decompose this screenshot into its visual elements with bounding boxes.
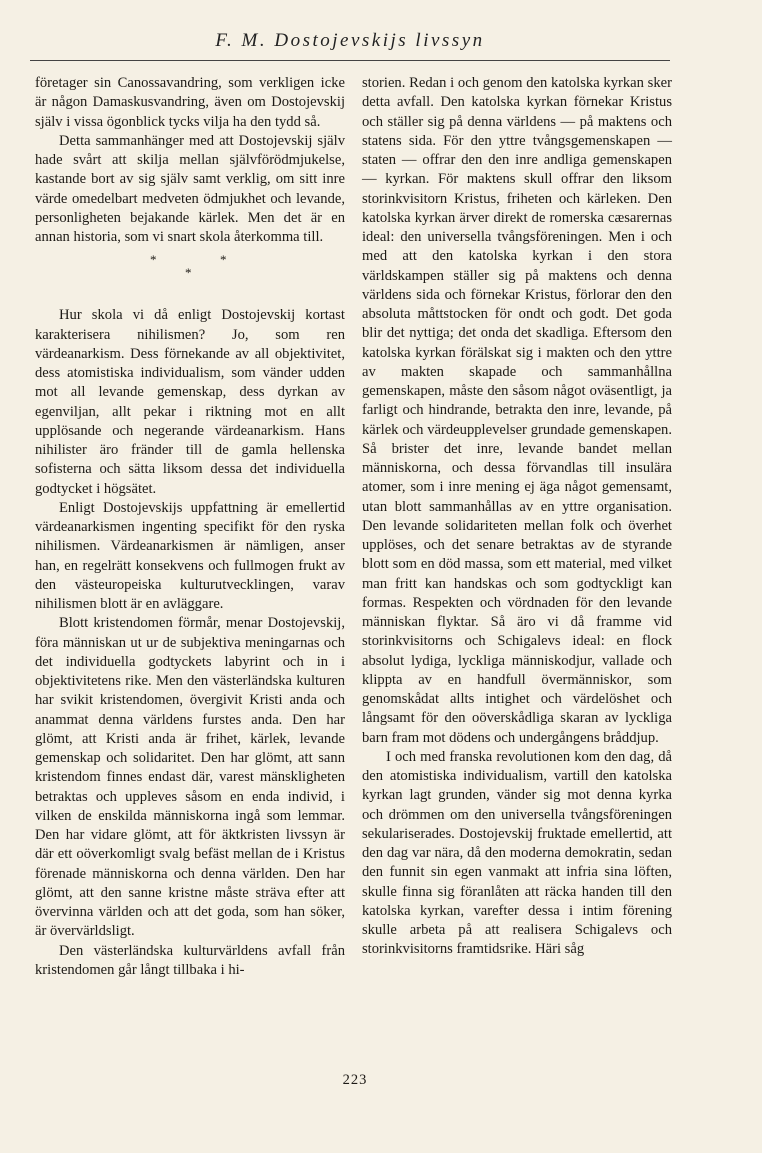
left-column bbox=[35, 74, 345, 980]
asterisk: * bbox=[220, 252, 227, 268]
paragraph: Hur skola vi då enligt Dostojevskij kortast karakterisera nihilismen? Jo, som ren värdeanarkism. Dess förnekande av all objektivitet, dess atomistiska individualism, som vänder udden mot all levande gemenskap, dess dyrkan av egenviljan, allt pekar i riktning mot en allt upplösande och negerande värdeanarkism. Hans nihilister äro fränder till de gamla hellenska sofisterna och sätta liksom dessa det individuella godtycket i högsätet. bbox=[35, 307, 345, 497]
paragraph: storien. Redan i och genom den katolska kyrkan sker detta avfall. Den katolska kyrkan förnekar Kristus och ställer sig på denna världens — på maktens och statens sida. För den yttre tvångsgemenskapen — staten — offrar den den inre andliga gemenskapen — kyrkan. För maktens skull offrar den liksom storinkvisitorn Kristus, friheten och kärleken. Den katolska kyrkan ärver direkt de romerska cæsarernas ideal: den universella tvångsföreningen. Men i och med att den katolska kyrkan i den stora världskampen ställer sig på maktens och denna världens sida och förnekar Kristus, förlorar den den absoluta måttstocken för ondt och godt. Det goda blir det nyttiga; det onda det skadliga. Eftersom den katolska kyrkan förälskat sig i makten och den yttre av makten skapade och sammanhållna gemenskapen, måste den såsom något oväsentligt, ja farligt och hindrande, betrakta den inre, levande, på kärlek och värdeupplevelser grundade gemenskapen. Så brister det inre, levande bandet mellan människorna, och dessa förvandlas till insulära atomer, som i inre mening ej äga något gemensamt, utan blott sammanhållas av en yttre organisation. Den levande solidariteten mellan folk och överhet upplöses, och det senare betraktas av de styrande blott som en död massa, som ett material, med vilket man fritt kan handskas och som godtyckligt kan formas. Respekten och vördnaden för den levande människan flyktar. Så äro vi då framme vid storinkvisitorns och Schigalevs ideal: en flock absolut lydiga, lyckliga människodjur, vallade och klippta av en handfull övermänniskor, som genomskådat allts intighet och värdelöshet och långsamt för den oöverskådliga skaran av lyckliga barn fram mot dödens och undergångens bråddjup. bbox=[362, 75, 672, 746]
asterisk: * bbox=[185, 265, 192, 281]
header-rule bbox=[30, 60, 670, 61]
paragraph: I och med franska revolutionen kom den dag, då den atomistiska individualism, vartill den katolska kyrkan lagt grunden, vänder sig mot denna kyrka och drömmen om den universella tvångsföreningen sekulariserades. Dostojevskij fruktade emellertid, att den dag var nära, då den moderna demokratin, sedan den funnit sin egen vanmakt att infria sina löften, skulle finna sig föranlåten att räcka handen till den katolska kyrkan, varefter dessa i intim förening skulle arbeta på att realisera Schigalevs och storinkvisitorns framtidsrike. Häri såg bbox=[362, 748, 672, 958]
running-header: F. M. Dostojevskijs livssyn bbox=[215, 30, 485, 51]
paragraph: Enligt Dostojevskijs uppfattning är emellertid värdeanarkismen ingenting specifikt för den ryska nihilismen. Värdeanarkismen är nämligen, anser han, en regelrätt konsekvens och fullmogen frukt av den västeuropeiska kulturutvecklingen, varav nihilismen blott är en avläggare. bbox=[35, 499, 345, 612]
section-separator bbox=[35, 250, 345, 284]
asterisk: * bbox=[150, 252, 157, 268]
paragraph: Blott kristendomen förmår, menar Dostojevskij, föra människan ut ur de subjektiva meningarnas och det individuella godtyckets labyrint och in i objektivitetens rike. Men den västerländska kulturen har svikit kristendomen, övergivit Kristi anda och anammat denna världens furstes anda. Den har glömt, att Kristi anda är frihet, kärlek, levande gemenskap och solidaritet. Den har glömt, att sann kristendom finnes endast där, varest mänskligheten betraktas och uppleves såsom en enda individ, i vilken de enskilda människorna ingå som lemmar. Den har vidare glömt, att för äktkristen livssyn är där ett oöverkomligt svalg befäst mellan de i Kristus förenade människorna och denna världen. Den har glömt, att den sanne kristne måste sträva efter att övervinna världen och att det goda, som han söker, är övervärldsligt. bbox=[35, 615, 345, 940]
paragraph: företager sin Canossavandring, som verkligen icke är någon Damaskusvandring, även om Dostojevskij själv i vissa ögonblick tycks vilja ha den tydd så. bbox=[35, 75, 345, 130]
right-column bbox=[362, 74, 672, 960]
paragraph: Den västerländska kulturvärldens avfall från kristendomen går långt tillbaka i hi- bbox=[35, 942, 345, 978]
page-number: 223 bbox=[342, 1072, 368, 1088]
paragraph: Detta sammanhänger med att Dostojevskij själv hade svårt att skilja mellan självförödmjukelse, kastande bort av sig själv samt verklig, om sitt inre värde omedelbart medveten ödmjukhet och levande, personligheten bejakande kärlek. Men det är en annan historia, som vi snart skola återkomma till. bbox=[35, 132, 345, 245]
